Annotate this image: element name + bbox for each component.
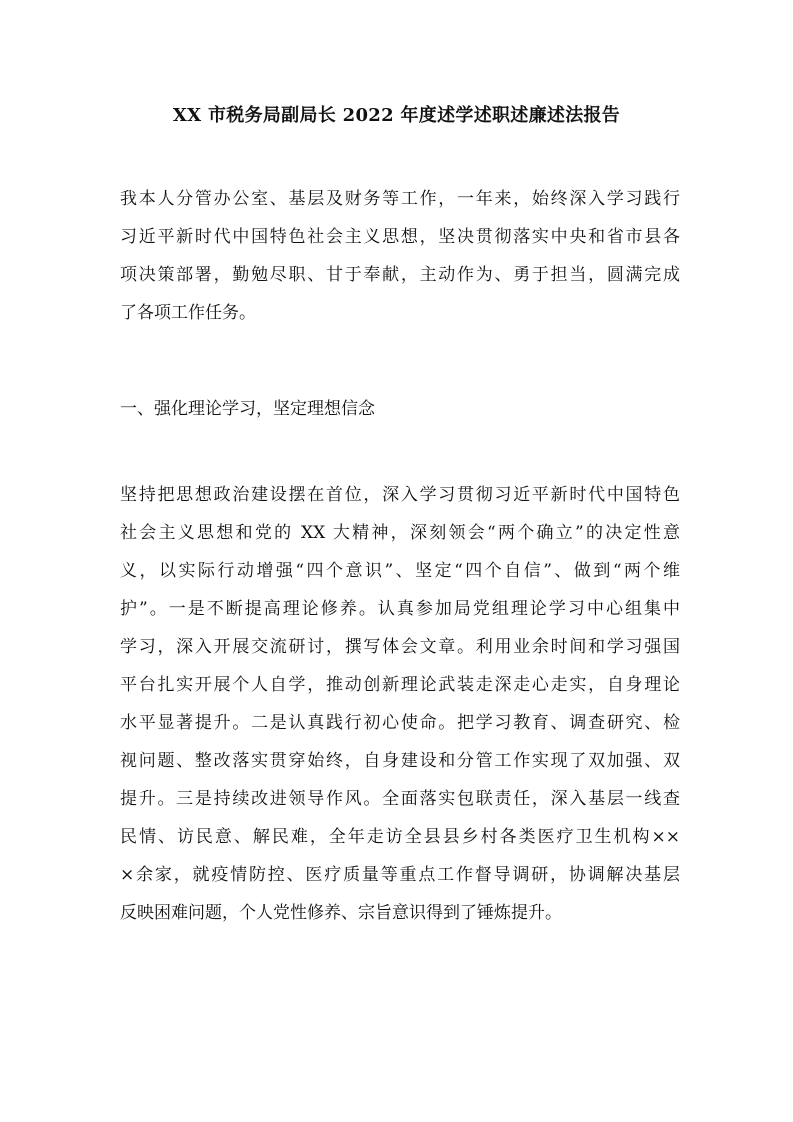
body-line: ×余家，就疫情防控、医疗质量等重点工作督导调研，协调解决基层 — [120, 865, 680, 885]
body-line: 平台扎实开展个人自学，推动创新理论武装走深走心走实，自身理论 — [120, 675, 680, 695]
document-title: XX 市税务局副局长 2022 年度述学述职述廉述法报告 — [172, 105, 621, 126]
body-line: 社会主义思想和党的 XX 大精神，深刻领会“两个确立”的决定性意 — [120, 523, 680, 543]
intro-line: 了各项工作任务。 — [120, 303, 256, 323]
body-line: 护”。一是不断提高理论修养。认真参加局党组理论学习中心组集中 — [120, 599, 680, 619]
body-line: 坚持把思想政治建设摆在首位，深入学习贯彻习近平新时代中国特色 — [120, 485, 680, 505]
body-line: 提升。三是持续改进领导作风。全面落实包联责任，深入基层一线查 — [120, 789, 680, 809]
body-line: 义，以实际行动增强“四个意识”、坚定“四个自信”、做到“两个维 — [120, 561, 680, 581]
intro-line: 项决策部署，勤勉尽职、甘于奉献，主动作为、勇于担当，圆满完成 — [120, 265, 680, 285]
body-line: 反映困难问题，个人党性修养、宗旨意识得到了锤炼提升。 — [120, 903, 562, 923]
intro-line: 习近平新时代中国特色社会主义思想，坚决贯彻落实中央和省市县各 — [120, 227, 680, 247]
intro-line: 我本人分管办公室、基层及财务等工作，一年来，始终深入学习践行 — [120, 189, 680, 209]
body-line: 民情、访民意、解民难，全年走访全县县乡村各类医疗卫生机构×× — [120, 827, 680, 847]
section-heading: 一、强化理论学习，坚定理想信念 — [120, 399, 375, 419]
body-line: 视问题、整改落实贯穿始终，自身建设和分管工作实现了双加强、双 — [120, 751, 680, 771]
body-line: 学习，深入开展交流研讨，撰写体会文章。利用业余时间和学习强国 — [120, 637, 680, 657]
body-line: 水平显著提升。二是认真践行初心使命。把学习教育、调查研究、检 — [120, 713, 680, 733]
